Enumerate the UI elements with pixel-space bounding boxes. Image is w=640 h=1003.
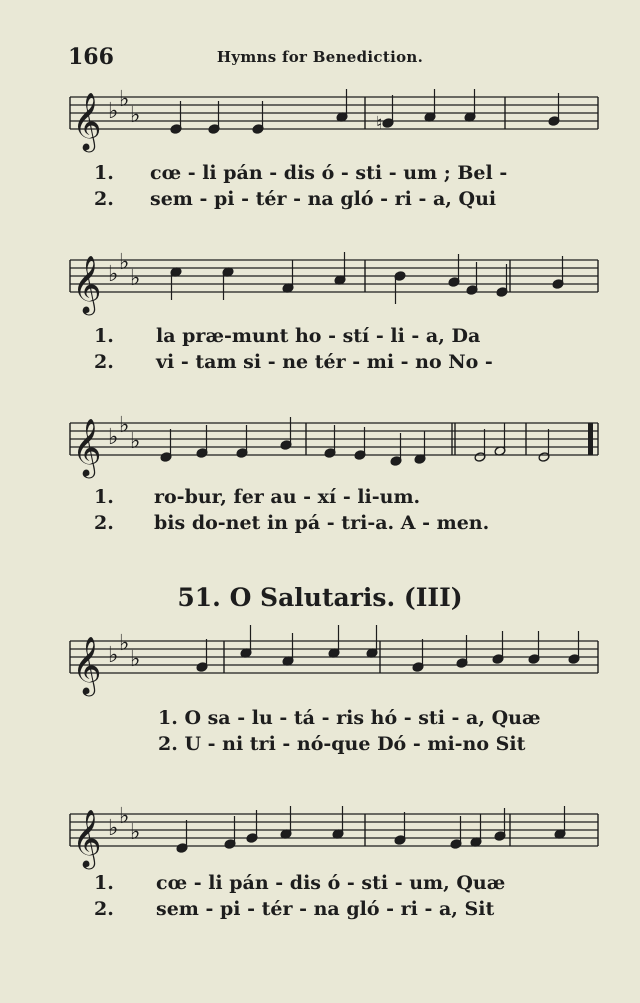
lyric-line: vi - tam si - ne tér - mi - no No - xyxy=(156,351,493,373)
lyric-line: 1. O sa - lu - tá - ris hó - sti - a, Quæ xyxy=(158,707,541,729)
flat-sign: ♭ xyxy=(119,631,130,656)
treble-clef: 𝄞 xyxy=(72,636,102,694)
hymn-title: 51. O Salutaris. (III) xyxy=(177,583,463,612)
lyric-line: 2. U - ni tri - nó-que Dó - mi-no Sit xyxy=(158,733,526,755)
flat-sign: ♭ xyxy=(119,250,130,275)
lyric-line: cœ - li pán - dis ó - sti - um, Quæ xyxy=(156,872,506,894)
verse-number: 2. xyxy=(94,188,114,210)
flat-sign: ♭ xyxy=(130,429,141,454)
flat-sign: ♭ xyxy=(108,425,119,450)
lyric-line: sem - pi - tér - na gló - ri - a, Sit xyxy=(156,898,495,920)
flat-sign: ♭ xyxy=(108,262,119,287)
treble-clef: 𝄞 xyxy=(72,92,102,150)
verse-number: 1. xyxy=(94,162,114,184)
final-barline xyxy=(588,423,593,455)
lyric-line: cœ - li pán - dis ó - sti - um ; Bel - xyxy=(150,162,508,184)
lyric-line: bis do-net in pá - tri-a. A - men. xyxy=(154,512,490,534)
page-number: 166 xyxy=(68,44,114,70)
flat-sign: ♭ xyxy=(119,413,130,438)
verse-number: 2. xyxy=(94,351,114,373)
flat-sign: ♭ xyxy=(130,647,141,672)
flat-sign: ♭ xyxy=(119,87,130,112)
flat-sign: ♭ xyxy=(108,643,119,668)
flat-sign: ♭ xyxy=(130,103,141,128)
lyric-line: ro-bur, fer au - xí - li-um. xyxy=(154,486,421,508)
flat-sign: ♭ xyxy=(130,820,141,845)
verse-number: 1. xyxy=(94,872,114,894)
verse-number: 2. xyxy=(94,898,114,920)
treble-clef: 𝄞 xyxy=(72,809,102,867)
flat-sign: ♭ xyxy=(108,816,119,841)
flat-sign: ♭ xyxy=(130,266,141,291)
lyric-line: sem - pi - tér - na gló - ri - a, Qui xyxy=(150,188,497,210)
treble-clef: 𝄞 xyxy=(72,255,102,313)
verse-number: 1. xyxy=(94,486,114,508)
treble-clef: 𝄞 xyxy=(72,418,102,476)
lyric-line: la præ-munt ho - stí - li - a, Da xyxy=(156,325,481,347)
running-title: Hymns for Benediction. xyxy=(216,48,424,66)
verse-number: 2. xyxy=(94,512,114,534)
verse-number: 1. xyxy=(94,325,114,347)
flat-sign: ♭ xyxy=(108,99,119,124)
natural-sign: ♮ xyxy=(376,113,383,134)
flat-sign: ♭ xyxy=(119,804,130,829)
